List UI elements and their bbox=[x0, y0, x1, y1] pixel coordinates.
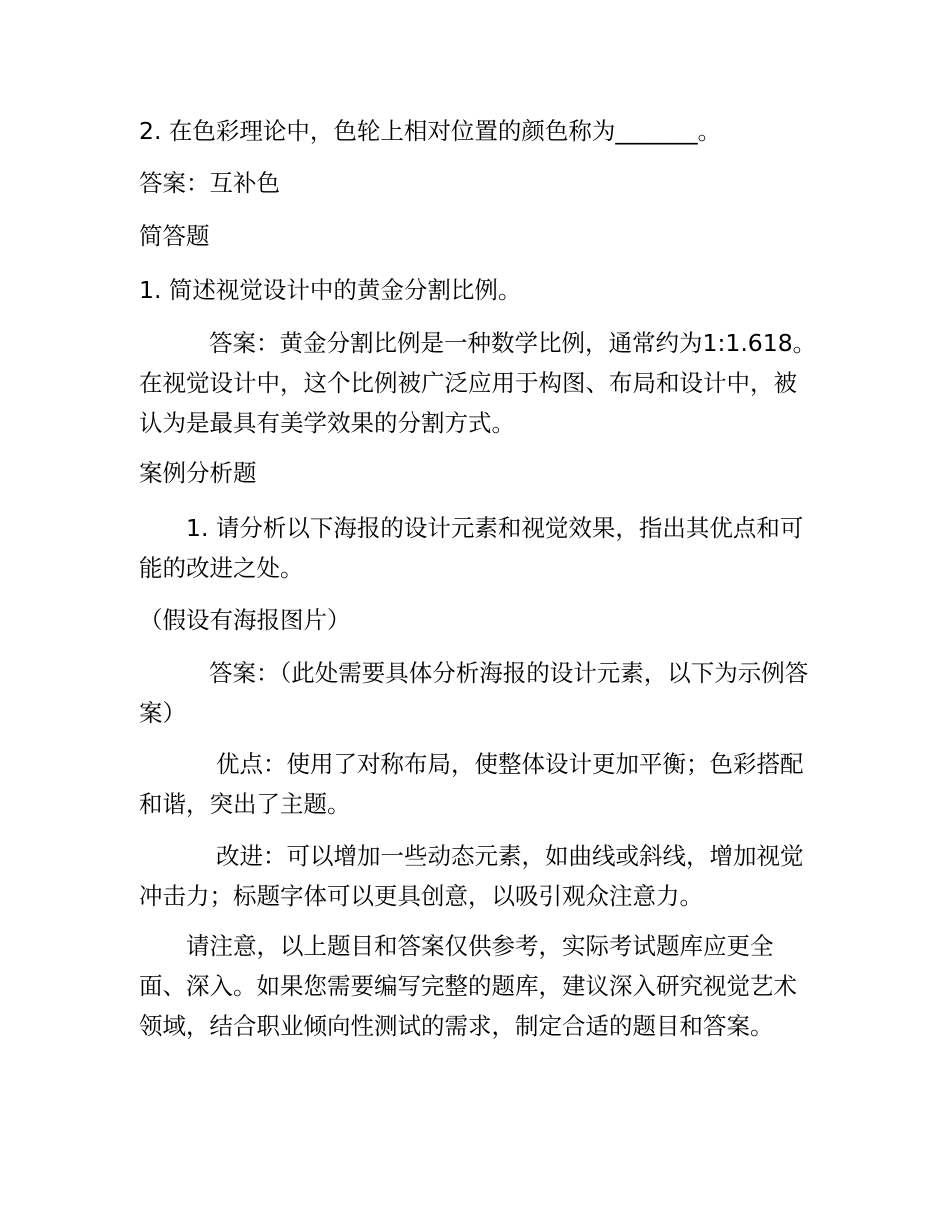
answer-case-analysis-1: 答案：（此处需要具体分析海报的设计元素，以下为示例答案） bbox=[139, 659, 809, 727]
closing-note: 请注意，以上题目和答案仅供参考，实际考试题库应更全面、深入。如果您需要编写完整的题库，建议深入研究视觉艺术领域，结合职业倾向性测试的需求，制定合适的题目和答案。 bbox=[139, 932, 797, 1040]
question-case-analysis-1: 1. 请分析以下海报的设计元素和视觉效果，指出其优点和可能的改进之处。 bbox=[139, 514, 804, 582]
section-heading-short-answer: 简答题 bbox=[139, 222, 210, 250]
question-fill-blank-2: 2. 在色彩理论中，色轮上相对位置的颜色称为_______。 bbox=[139, 117, 722, 145]
question-short-answer-1: 1. 简述视觉设计中的黄金分割比例。 bbox=[139, 276, 522, 304]
section-heading-case-analysis: 案例分析题 bbox=[139, 459, 257, 487]
answer-case-pros: 优点：使用了对称布局，使整体设计更加平衡；色彩搭配和谐，突出了主题。 bbox=[139, 750, 804, 818]
answer-short-answer-1: 答案：黄金分割比例是一种数学比例，通常约为1:1.618。在视觉设计中，这个比例被广泛应用于构图、布局和设计中，被认为是最具有美学效果的分割方式。 bbox=[139, 329, 817, 437]
answer-fill-blank-2: 答案：互补色 bbox=[139, 169, 280, 197]
answer-case-improvements: 改进：可以增加一些动态元素，如曲线或斜线，增加视觉冲击力；标题字体可以更具创意，以吸引观众注意力。 bbox=[139, 842, 804, 910]
case-poster-note: （假设有海报图片） bbox=[139, 606, 351, 634]
